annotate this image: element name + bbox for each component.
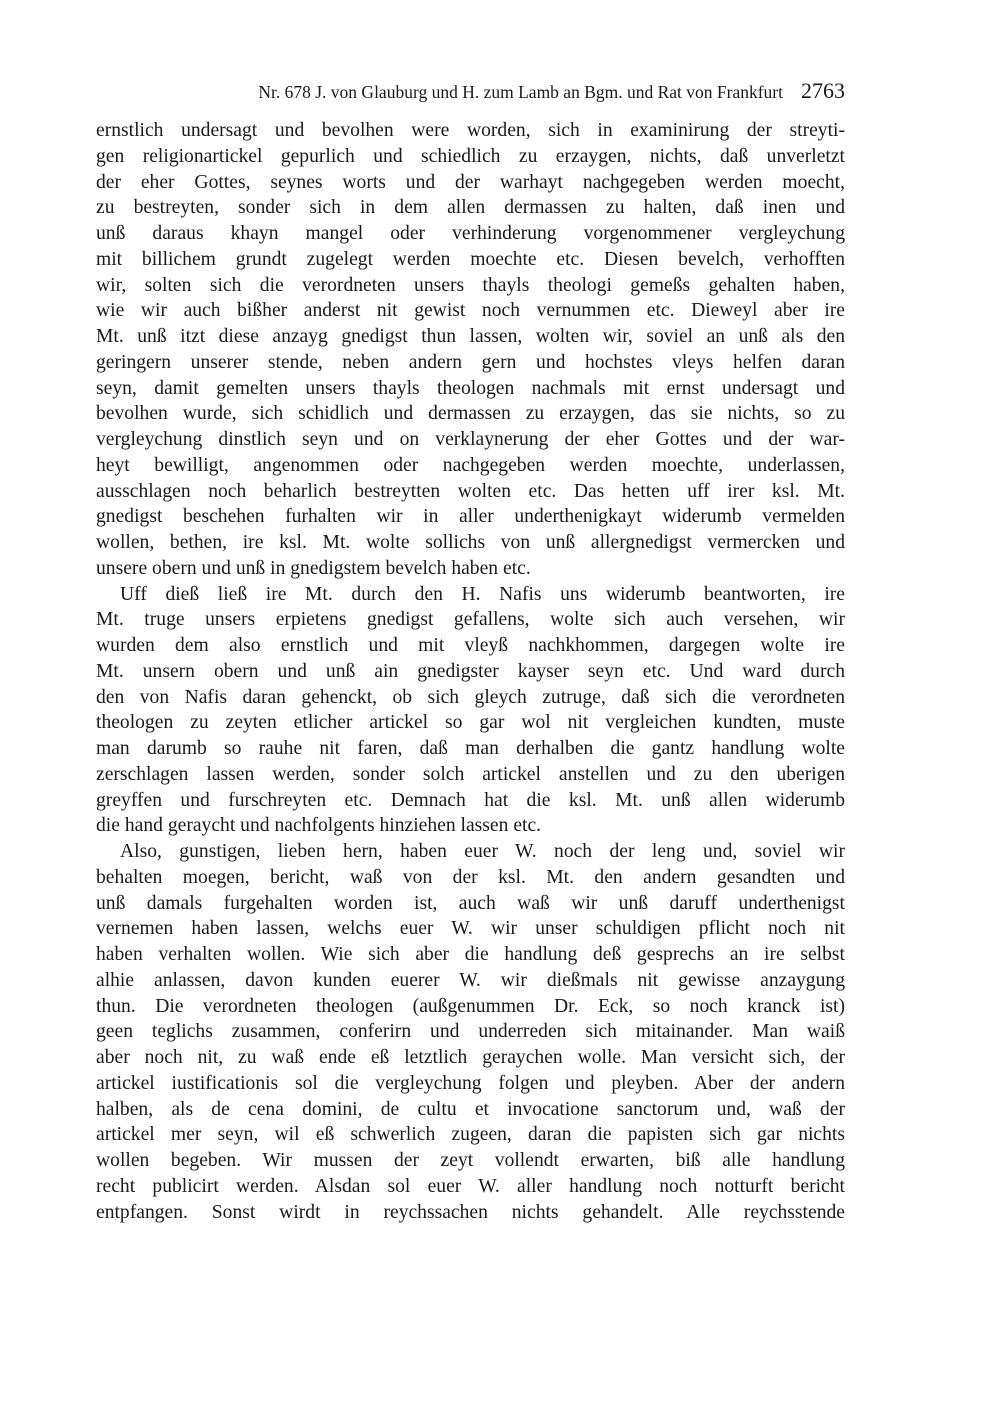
text-line: mit billichem grundt zugelegt werden moechte etc. Diesen bevelch, verhofften xyxy=(96,248,845,270)
text-line: artickel iustificationis sol die vergleychung folgen und pleyben. Aber der andern xyxy=(96,1072,845,1094)
text-line: wollen, bethen, ire ksl. Mt. wolte sollichs von unß allergnedigst vermercken und xyxy=(96,532,845,553)
text-line: aber noch nit, zu waß ende eß letztlich geraychen wolle. Man versicht sich, der xyxy=(96,1047,845,1068)
paragraph xyxy=(96,582,845,840)
text-line: wurden dem also ernstlich und mit vleyß nachkhommen, dargegen wolte ire xyxy=(96,635,845,656)
text-line: gnedigst beschehen furhalten wir in aller underthenigkayt widerumb vermelden xyxy=(96,506,845,528)
document-body xyxy=(96,118,845,1225)
running-header xyxy=(96,78,845,104)
text-line: geen teglichs zusammen, conferirn und underreden sich mitainander. Man waiß xyxy=(96,1021,845,1043)
text-line: alhie anlassen, davon kunden euerer W. wir dießmals nit gewisse anzaygung xyxy=(96,969,845,991)
text-line: greyffen und furschreyten etc. Demnach hat die ksl. Mt. unß allen widerumb xyxy=(96,789,845,811)
text-line: entpfangen. Sonst wirdt in reychssachen nichts gehandelt. Alle reychsstende xyxy=(96,1201,845,1223)
text-line: bevolhen wurde, sich schidlich und dermassen zu erzaygen, das sie nichts, so zu xyxy=(96,403,845,425)
text-line: thun. Die verordneten theologen (außgenummen Dr. Eck, so noch kranck ist) xyxy=(96,995,845,1017)
text-line: theologen zu zeyten etlicher artickel so gar wol nit vergleichen kundten, muste xyxy=(96,712,845,734)
running-title: Nr. 678 J. von Glauburg und H. zum Lamb an Bgm. und Rat von Frankfurt xyxy=(258,82,783,102)
text-line: vergleychung dinstlich seyn und on verklaynerung der eher Gottes und der war- xyxy=(96,429,845,450)
text-line: heyt bewilligt, angenommen oder nachgegeben werden moechte, underlassen, xyxy=(96,454,845,476)
text-line: behalten moegen, bericht, waß von der ksl. Mt. den andern gesandten und xyxy=(96,866,845,888)
text-line: Mt. unsern obern und unß ain gnedigster kayser seyn etc. Und ward durch xyxy=(96,660,845,682)
text-line: recht publicirt werden. Alsdan sol euer W. aller handlung noch notturft bericht xyxy=(96,1175,845,1197)
text-line: unsere obern und unß in gnedigstem bevelch haben etc. xyxy=(96,557,531,579)
text-line: Also, gunstigen, lieben hern, haben euer W. noch der leng und, soviel wir xyxy=(120,841,845,862)
page-number: 2763 xyxy=(801,78,845,103)
text-line: geringern unserer stende, neben andern gern und hochstes vleys helfen daran xyxy=(96,351,845,373)
text-line: seyn, damit gemelten unsers thayls theologen nachmals mit ernst undersagt und xyxy=(96,377,845,399)
text-line: zu bestreyten, sonder sich in dem allen dermassen zu halten, daß inen und xyxy=(96,197,845,219)
text-line: wie wir auch bißher anderst nit gewist noch vernummen etc. Dieweyl aber ire xyxy=(96,300,845,322)
text-line: zerschlagen lassen werden, sonder solch artickel anstellen und zu den uberigen xyxy=(96,763,845,785)
text-line: vernemen haben lassen, welchs euer W. wir unser schuldigen pflicht noch nit xyxy=(96,918,845,940)
text-line: Uff dieß ließ ire Mt. durch den H. Nafis uns widerumb beantworten, ire xyxy=(120,583,845,605)
text-line: wollen begeben. Wir mussen der zeyt vollendt erwarten, biß alle handlung xyxy=(96,1150,845,1171)
text-line: ernstlich undersagt und bevolhen were worden, sich in examinirung der streyti- xyxy=(96,120,845,141)
text-line: Mt. unß itzt diese anzayg gnedigst thun lassen, wolten wir, soviel an unß als den xyxy=(96,326,845,347)
text-line: die hand geraycht und nachfolgents hinziehen lassen etc. xyxy=(96,815,542,837)
paragraph xyxy=(96,839,845,1225)
text-line: man darumb so rauhe nit faren, daß man derhalben die gantz handlung wolte xyxy=(96,738,845,759)
text-line: artickel mer seyn, wil eß schwerlich zugeen, daran die papisten sich gar nichts xyxy=(96,1124,845,1146)
text-line: unß damals furgehalten worden ist, auch waß wir unß daruff underthenigst xyxy=(96,892,845,914)
text-line: Mt. truge unsers erpietens gnedigst gefallens, wolte sich auch versehen, wir xyxy=(96,609,845,631)
text-line: der eher Gottes, seynes worts und der warhayt nachgegeben werden moecht, xyxy=(96,171,845,193)
text-line: unß daraus khayn mangel oder verhinderung vorgenommener vergleychung xyxy=(96,223,845,244)
text-line: gen religionartickel gepurlich und schiedlich zu erzaygen, nichts, daß unverletzt xyxy=(96,145,845,167)
text-line: ausschlagen noch beharlich bestreytten wolten etc. Das hetten uff irer ksl. Mt. xyxy=(96,480,845,502)
text-line: wir, solten sich die verordneten unsers thayls theologi gemeßs gehalten haben, xyxy=(96,274,845,296)
paragraph xyxy=(96,118,845,582)
text-line: halben, als de cena domini, de cultu et invocatione sanctorum und, waß der xyxy=(96,1098,845,1120)
text-line: haben verhalten wollen. Wie sich aber die handlung deß gesprechs an ire selbst xyxy=(96,944,845,965)
text-line: den von Nafis daran gehenckt, ob sich gleych zutruge, daß sich die verordneten xyxy=(96,686,845,708)
